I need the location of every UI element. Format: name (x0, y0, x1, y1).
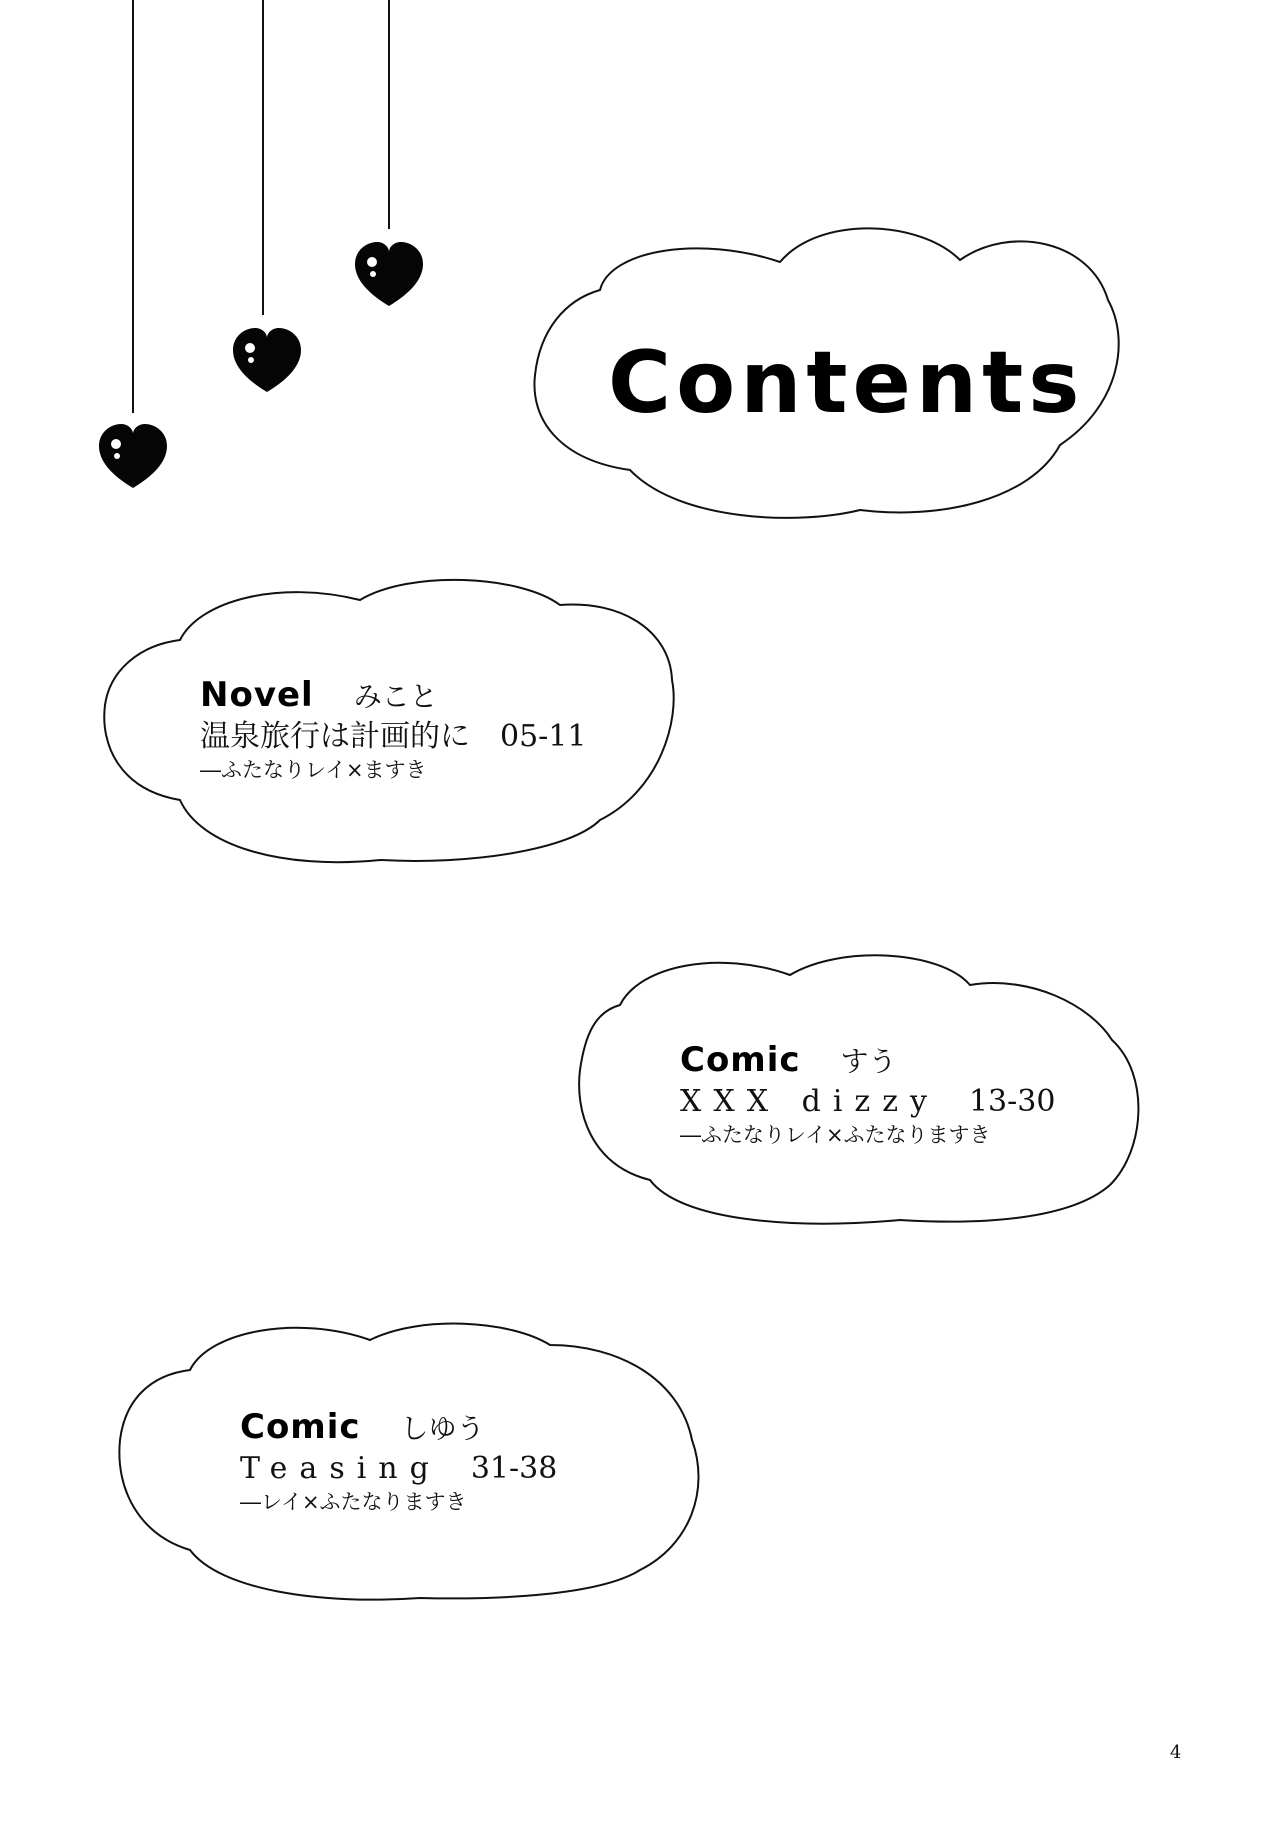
entry-pairing: ―ふたなりレイ×ますき (200, 758, 427, 782)
list-item (200, 675, 587, 782)
page-number: 4 (1170, 1742, 1182, 1763)
heart-icon (355, 242, 423, 306)
entry-pairing: ―レイ×ふたなりますき (240, 1490, 467, 1514)
entry-work-title: 温泉旅行は計画的に (200, 719, 470, 754)
entry-pages: 31-38 (470, 1451, 558, 1486)
entry-work-title: Teasing (240, 1451, 441, 1486)
heart-icon (233, 328, 301, 392)
entry-work-title: XXX dizzy (680, 1084, 939, 1119)
list-item (240, 1407, 558, 1514)
list-item (680, 1040, 1056, 1147)
entry-author: しゆう (400, 1412, 485, 1445)
entry-kind: Novel (200, 675, 314, 715)
entry-kind: Comic (680, 1040, 801, 1080)
entry-author: すう (840, 1045, 897, 1078)
entry-author: みこと (353, 680, 438, 713)
entry-pages: 13-30 (968, 1084, 1056, 1119)
entry-kind: Comic (240, 1407, 361, 1447)
entry-pages: 05-11 (500, 719, 587, 754)
heart-icon (99, 424, 167, 488)
page-title: Contents (608, 333, 1085, 433)
entry-pairing: ―ふたなりレイ×ふたなりますき (680, 1123, 991, 1147)
